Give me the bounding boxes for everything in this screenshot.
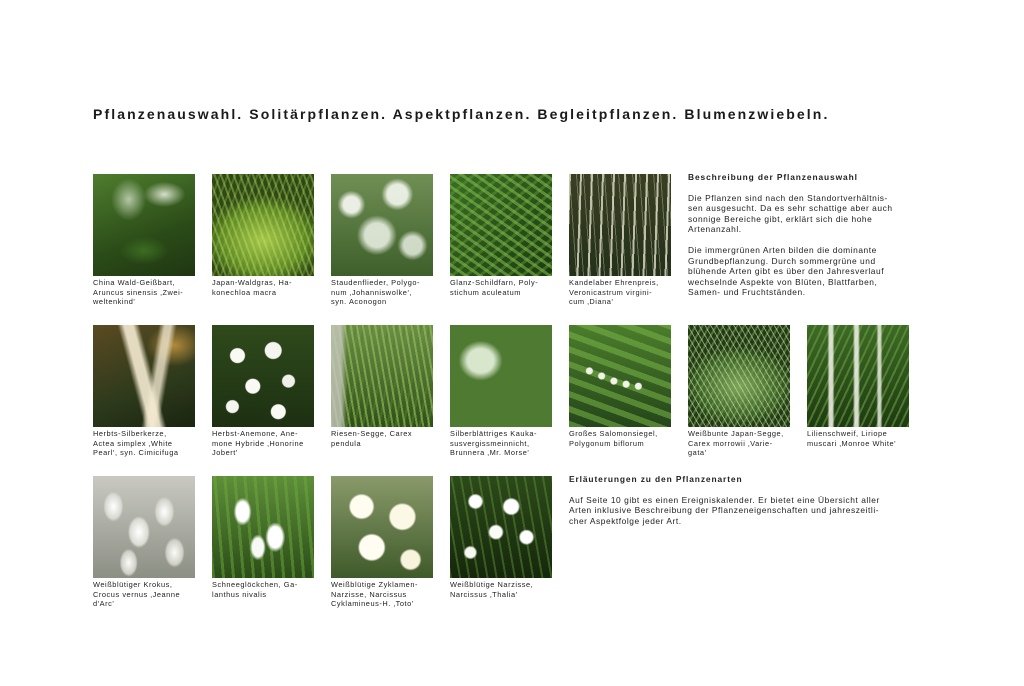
plant-card	[569, 174, 671, 307]
explanation-block	[569, 474, 919, 536]
plant-caption: Herbst-Anemone, Ane- mone Hybride ‚Honorine Jobert'	[212, 429, 304, 458]
plant-card	[331, 325, 433, 448]
explanation-heading: Erläuterungen zu den Pflanzenarten	[569, 474, 743, 484]
actea-photo	[93, 325, 195, 427]
plant-card	[93, 325, 195, 458]
plant-card	[450, 325, 552, 458]
page-title: Pflanzenauswahl. Solitärpflanzen. Aspektpflanzen. Begleitpflanzen. Blumenzwiebeln.	[93, 106, 830, 122]
plant-caption: Glanz-Schildfarn, Poly- stichum aculeatum	[450, 278, 539, 297]
narcissus-toto-photo	[331, 476, 433, 578]
liriope-photo	[807, 325, 909, 427]
plant-caption: Herbts-Silberkerze, Actea simplex ‚White Pearl', syn. Cimicifuga	[93, 429, 179, 458]
plant-caption: Japan-Waldgras, Ha- konechloa macra	[212, 278, 293, 297]
plant-card	[331, 476, 433, 609]
description-block	[688, 172, 928, 308]
brunnera-photo	[450, 325, 552, 427]
plant-caption: Riesen-Segge, Carex pendula	[331, 429, 413, 448]
crocus-photo	[93, 476, 195, 578]
plant-caption: Weißblütige Zyklamen- Narzisse, Narcissus Cyklamineus-H. ‚Toto'	[331, 580, 418, 609]
plant-caption: China Wald-Geißbart, Aruncus sinensis ‚Zwei- weltenkind'	[93, 278, 184, 307]
plant-caption: Großes Salomonsiegel, Polygonum biflorum	[569, 429, 658, 448]
plant-card	[807, 325, 909, 448]
plant-caption: Weißblütiger Krokus, Crocus vernus ‚Jeanne d'Arc'	[93, 580, 181, 609]
plant-card	[212, 325, 314, 458]
plant-card	[331, 174, 433, 307]
plant-card	[569, 325, 671, 448]
plant-card	[450, 476, 552, 599]
narcissus-thalia-photo	[450, 476, 552, 578]
plant-card	[688, 325, 790, 458]
plant-card	[212, 476, 314, 599]
plant-card	[93, 174, 195, 307]
plant-card	[450, 174, 552, 297]
description-paragraph-2: Die immergrünen Arten bilden die dominante Grundbepflanzung. Durch sommergrüne und blühende Arten gibt es über den Jahresverlauf wechselnde Aspekte von Blüten, Blattfarben, Samen- und Fruchtständen.	[688, 244, 885, 298]
plant-caption: Staudenflieder, Polygo- num ‚Johanniswolke', syn. Aconogon	[331, 278, 421, 307]
fern-photo	[450, 174, 552, 276]
aruncus-photo	[93, 174, 195, 276]
plant-caption: Schneeglöckchen, Ga- lanthus nivalis	[212, 580, 298, 599]
hakonechloa-photo	[212, 174, 314, 276]
plant-caption: Silberblättriges Kauka- susvergissmeinnicht, Brunnera ‚Mr. Morse'	[450, 429, 538, 458]
description-heading: Beschreibung der Pflanzenauswahl	[688, 172, 858, 182]
description-paragraph-1: Die Pflanzen sind nach den Standortverhältnis- sen ausgesucht. Da es sehr schattige aber auch sonnige Bereiche gibt, erklärt sich die hohe Artenanzahl.	[688, 192, 893, 235]
plant-caption: Lilienschweif, Liriope muscari ‚Monroe White'	[807, 429, 897, 448]
plant-caption: Kandelaber Ehrenpreis, Veronicastrum virgini- cum ‚Diana'	[569, 278, 659, 307]
carex-morrowii-photo	[688, 325, 790, 427]
veronicastrum-photo	[569, 174, 671, 276]
plant-caption: Weißbunte Japan-Segge, Carex morrowii ‚Varie- gata'	[688, 429, 784, 458]
plant-card	[212, 174, 314, 297]
salomonsiegel-photo	[569, 325, 671, 427]
galanthus-photo	[212, 476, 314, 578]
plant-caption: Weißblütige Narzisse, Narcissus ‚Thalia'	[450, 580, 534, 599]
polygonum-photo	[331, 174, 433, 276]
plant-card	[93, 476, 195, 609]
explanation-paragraph: Auf Seite 10 gibt es einen Ereigniskalender. Er bietet eine Übersicht aller Arten inklusive Beschreibung der Pflanzeneigenschaften und jahreszeitli- cher Aspektfolge jeder Art.	[569, 494, 880, 526]
anemone-photo	[212, 325, 314, 427]
carex-pendula-photo	[331, 325, 433, 427]
